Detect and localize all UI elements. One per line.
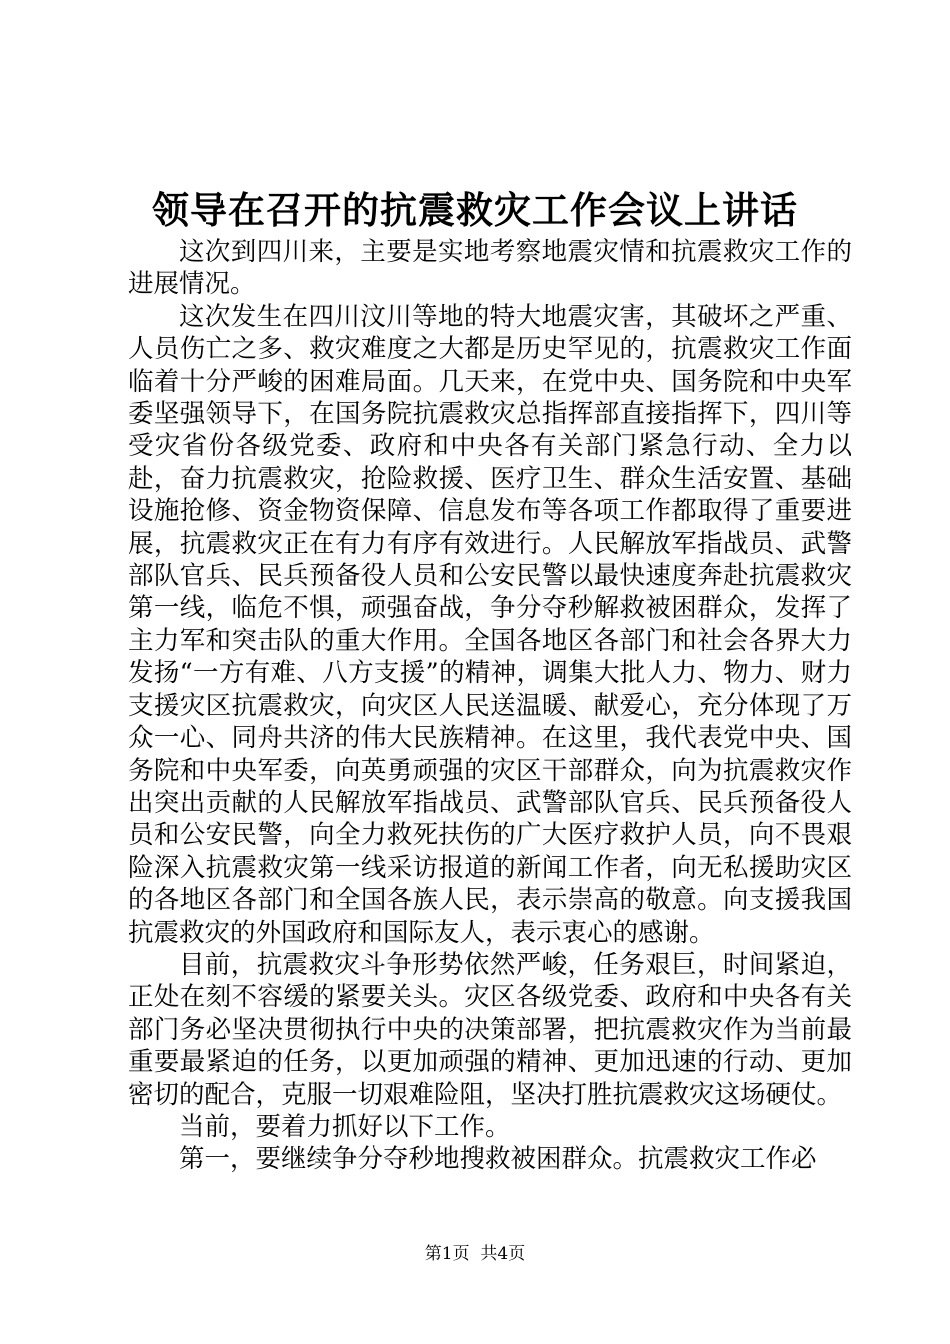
document-title: 领导在召开的抗震救灾工作会议上讲话 bbox=[152, 188, 798, 232]
paragraph-2: 这次发生在四川汶川等地的特大地震灾害，其破坏之严重、人员伤亡之多、救灾难度之大都是历史罕见的，抗震救灾工作面临着十分严峻的困难局面。几天来，在党中央、国务院和中央军委坚强领导下，在国务院抗震救灾总指挥部直接指挥下，四川等受灾省份各级党委、政府和中央各有关部门紧急行动、全力以赴，奋力抗震救灾，抢险救援、医疗卫生、群众生活安置、基础设施抢修、资金物资保障、信息发布等各项工作都取得了重要进展，抗震救灾正在有力有序有效进行。人民解放军指战员、武警部队官兵、民兵预备役人员和公安民警以最快速度奔赴抗震救灾第一线，临危不惧，顽强奋战，争分夺秒解救被困群众，发挥了主力军和突击队的重大作用。全国各地区各部门和社会各界大力发扬“一方有难、八方支援”的精神，调集大批人力、物力、财力支援灾区抗震救灾，向灾区人民送温暖、献爱心，充分体现了万众一心、同舟共济的伟大民族精神。在这里，我代表党中央、国务院和中央军委，向英勇顽强的灾区干部群众，向为抗震救灾作出突出贡献的人民解放军指战员、武警部队官兵、民兵预备役人员和公安民警，向全力救死扶伤的广大医疗救护人员，向不畏艰险深入抗震救灾第一线采访报道的新闻工作者，向无私援助灾区的各地区各部门和全国各族人民，表示崇高的敬意。向支援我国抗震救灾的外国政府和国际友人，表示衷心的感谢。 bbox=[128, 301, 852, 948]
paragraph-5: 第一，要继续争分夺秒地搜救被困群众。抗震救灾工作必 bbox=[179, 1144, 817, 1175]
paragraph-3: 目前，抗震救灾斗争形势依然严峻，任务艰巨，时间紧迫，正处在刻不容缓的紧要关头。灾区各级党委、政府和中央各有关部门务必坚决贯彻执行中央的决策部署，把抗震救灾作为当前最重要最紧迫的任务，以更加顽强的精神、更加迅速的行动、更加密切的配合，克服一切艰难险阻，坚决打胜抗震救灾这场硬仗。 bbox=[128, 949, 852, 1110]
page-footer bbox=[0, 1243, 950, 1265]
document-body bbox=[128, 236, 852, 1176]
page-total: 共4页 bbox=[480, 1244, 526, 1264]
paragraph-4: 当前，要着力抓好以下工作。 bbox=[179, 1111, 511, 1142]
footer-spacer bbox=[470, 1244, 481, 1264]
page-number: 第1页 bbox=[424, 1244, 470, 1264]
paragraph-1: 这次到四川来，主要是实地考察地震灾情和抗震救灾工作的进展情况。 bbox=[128, 237, 852, 300]
